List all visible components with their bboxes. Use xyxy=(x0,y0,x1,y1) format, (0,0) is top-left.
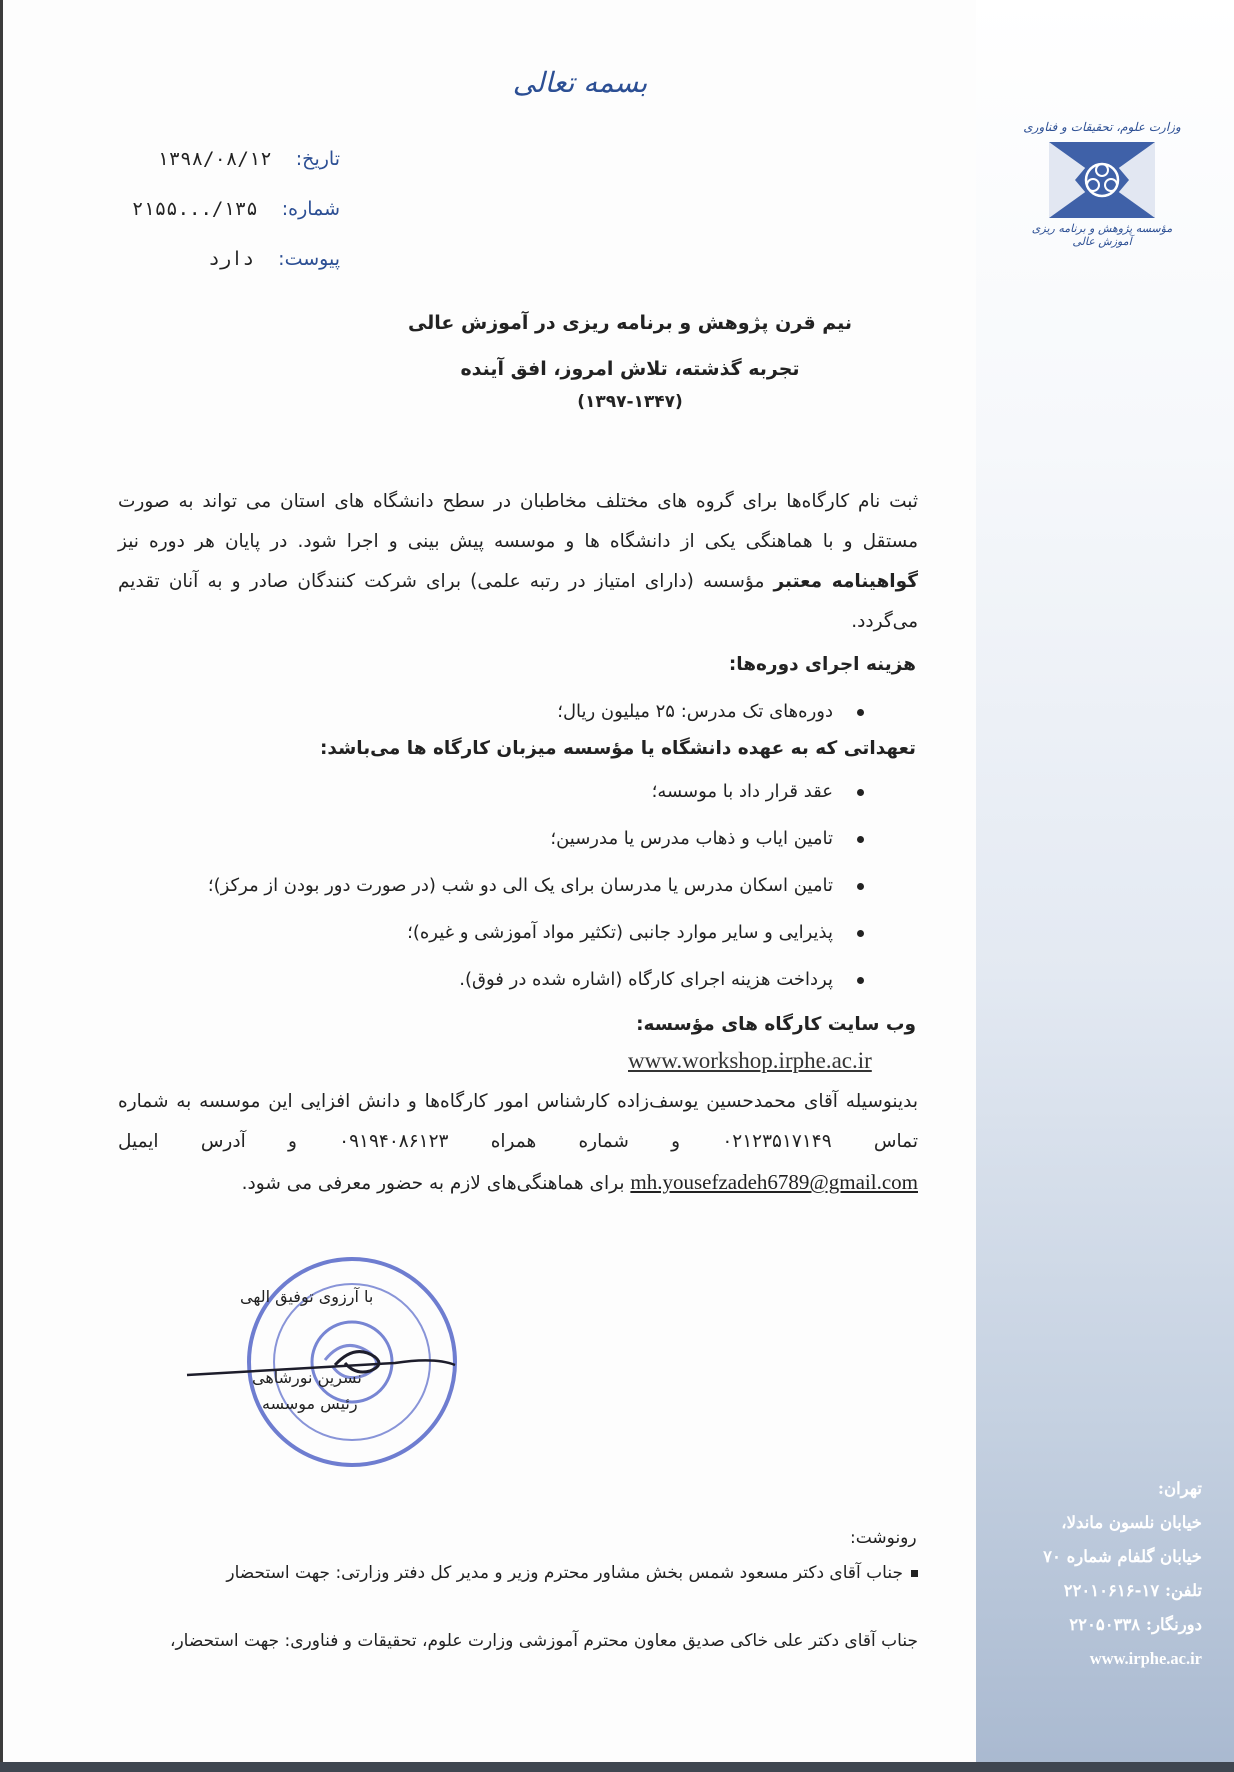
intro-paragraph xyxy=(118,482,918,642)
contact-text-1: بدینوسیله آقای محمدحسین یوسف‌زاده کارشناس امور کارگاه‌ها و دانش افزایی این موسسه به شماره تماس ۰۲۱۲۳۵۱۷۱۴۹ و شماره همراه ۰۹۱۹۴۰۸۶۱۲۳ و آدرس ایمیل xyxy=(118,1091,918,1152)
number-label: شماره: xyxy=(281,198,340,220)
bullet-icon xyxy=(857,836,864,843)
bullet-icon xyxy=(911,1570,918,1577)
obligations-heading: تعهداتی که به عهده دانشگاه یا مؤسسه میزبان کارگاه ها می‌باشد: xyxy=(319,738,916,759)
bullet-icon xyxy=(857,977,864,984)
cost-list xyxy=(557,688,864,735)
logo-emblem-icon xyxy=(1047,140,1157,220)
cc-heading: رونوشت: xyxy=(850,1528,917,1548)
bullet-icon xyxy=(857,789,864,796)
address-website[interactable]: www.irphe.ac.ir xyxy=(1089,1649,1202,1668)
cost-heading: هزینه اجرای دوره‌ها: xyxy=(728,654,916,675)
signature-wish: با آرزوی توفیق الهی xyxy=(240,1287,374,1306)
intro-text-1: ثبت نام کارگاه‌ها برای گروه های مختلف مخاطبان در سطح دانشگاه های استان می تواند به صورت مستقل و با هماهنگی یکی از دانشگاه ها و موسسه پیش بینی و اجرا شود. در پایان هر دوره نیز xyxy=(118,491,918,552)
website-heading: وب سایت کارگاه های مؤسسه: xyxy=(636,1014,916,1035)
number-value: ۱۳۵/...۲۱۵۵ xyxy=(131,198,258,220)
contact-email-link[interactable]: mh.yousefzadeh6789@gmail.com xyxy=(630,1170,918,1194)
title-line-2: تجربه گذشته، تلاش امروز، افق آینده xyxy=(460,358,800,380)
date-label: تاریخ: xyxy=(295,148,340,170)
intro-bold-text: گواهینامه معتبر xyxy=(773,571,918,592)
intro-text-2: مؤسسه (دارای امتیاز در رتبه علمی) برای شرکت کنندگان صادر و به آنان تقدیم می‌گردد. xyxy=(118,571,918,632)
logo-top-text: وزارت علوم، تحقیقات و فناوری xyxy=(1023,120,1181,134)
list-item: تامین اسکان مدرس یا مدرسان برای یک الی دو شب (در صورت دور بودن از مرکز)؛ xyxy=(208,862,864,909)
bullet-icon xyxy=(857,883,864,890)
website-link[interactable]: www.workshop.irphe.ac.ir xyxy=(628,1048,872,1073)
attachment-value: دارد xyxy=(208,248,255,270)
date-value: ۱۳۹۸/۰۸/۱۲ xyxy=(157,148,272,170)
cc-item-1: جناب آقای دکتر مسعود شمس بخش مشاور محترم وزیر و مدیر کل دفتر وزارتی: جهت استحضار xyxy=(118,1556,918,1590)
address-city: تهران: xyxy=(1157,1479,1202,1498)
address-block xyxy=(992,1472,1202,1676)
cc-item-2: جناب آقای دکتر علی خاکی صدیق معاون محترم آموزشی وزارت علوم، تحقیقات و فناوری: جهت استحضار، xyxy=(169,1631,918,1651)
title-line-3: (۱۳۹۷-۱۳۴۷) xyxy=(577,392,683,412)
list-item: پرداخت هزینه اجرای کارگاه (اشاره شده در فوق). xyxy=(208,956,864,1003)
title-line-1: نیم قرن پژوهش و برنامه ریزی در آموزش عالی xyxy=(407,312,853,334)
contact-text-2: برای هماهنگی‌های لازم به حضور معرفی می شود. xyxy=(241,1173,631,1194)
date-row xyxy=(80,148,340,170)
number-row xyxy=(80,198,340,220)
address-phone: تلفن: ۱۷-۲۲۰۱۰۶۱۶ xyxy=(1063,1581,1202,1600)
bullet-icon xyxy=(857,930,864,937)
address-line-1: خیابان نلسون ماندلا، xyxy=(1061,1513,1202,1532)
list-item: عقد قرار داد با موسسه؛ xyxy=(208,768,864,815)
attachment-row xyxy=(80,248,340,270)
address-fax: دورنگار: ۲۲۰۵۰۳۳۸ xyxy=(1069,1615,1202,1634)
scan-border-bottom xyxy=(0,1762,1234,1772)
signatory-title: رئیس موسسه xyxy=(262,1394,358,1413)
attachment-label: پیوست: xyxy=(278,248,340,270)
list-item: تامین ایاب و ذهاب مدرس یا مدرسین؛ xyxy=(208,815,864,862)
bullet-icon xyxy=(857,709,864,716)
bismillah-heading: بسمه تعالی xyxy=(512,66,648,99)
list-item: پذیرایی و سایر موارد جانبی (تکثیر مواد آموزشی و غیره)؛ xyxy=(208,909,864,956)
contact-paragraph xyxy=(118,1082,918,1204)
list-item: دوره‌های تک مدرس: ۲۵ میلیون ریال؛ xyxy=(557,688,864,735)
scan-border-left xyxy=(0,0,3,1772)
logo-bottom-text: مؤسسه پژوهش و برنامه ریزی آموزش عالی xyxy=(1031,222,1173,248)
obligations-list xyxy=(208,768,864,1003)
ministry-logo xyxy=(1022,120,1182,248)
signatory-name: نسرین نورشاهی xyxy=(252,1368,362,1387)
address-line-2: خیابان گلفام شماره ۷۰ xyxy=(1043,1547,1202,1566)
